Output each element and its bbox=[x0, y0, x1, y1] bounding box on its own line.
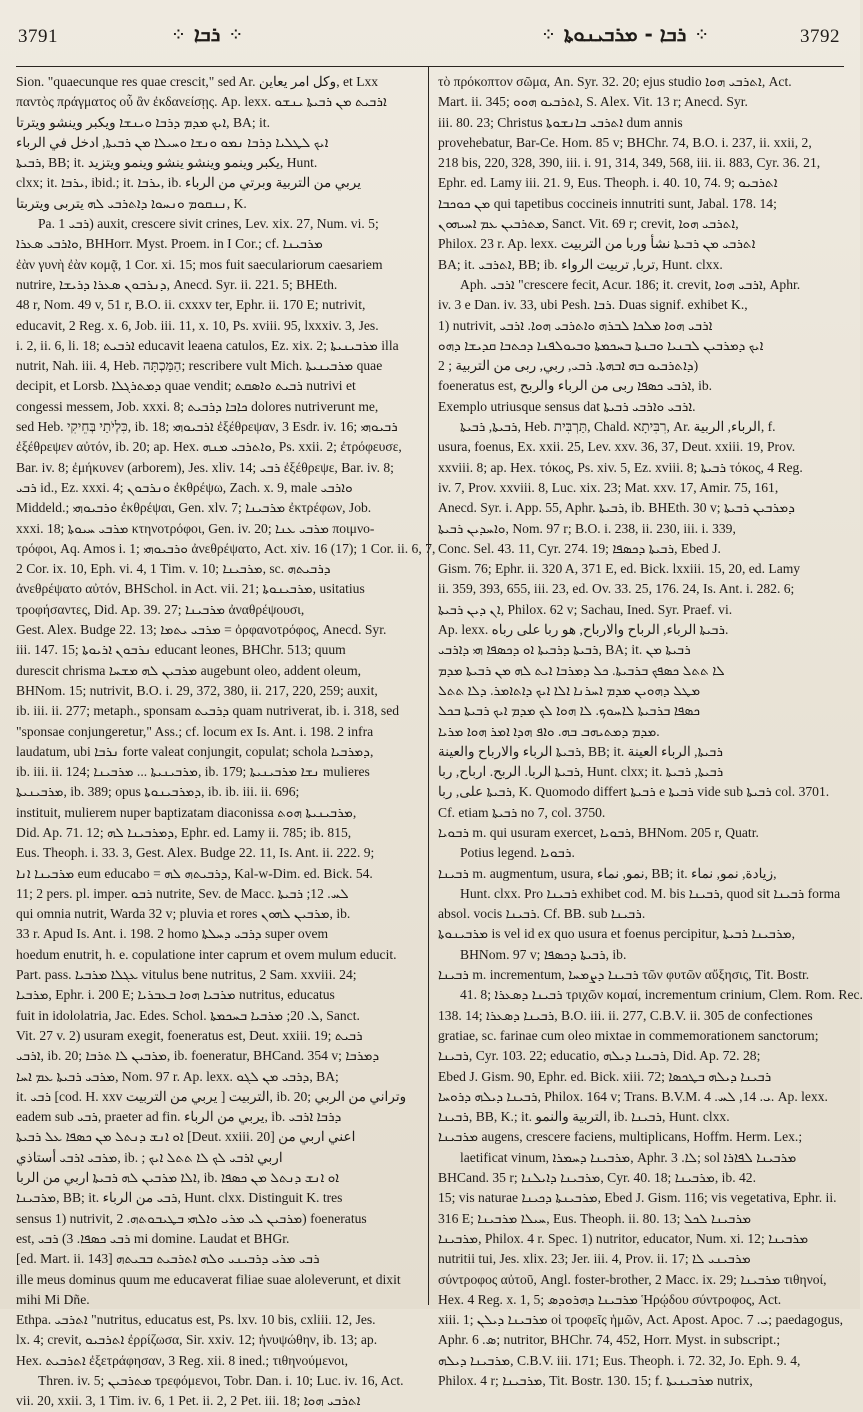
right-column-text-line: Aph. ܐܪܒܝ "crescere fecit, Acur. 186; it. crevit, ܐܪܒܝ ܗܘܐ, Aphr. bbox=[460, 276, 801, 292]
left-column-text-line: ܢܢܩܘܡ ܘܢܚܘܐ ܕܐܬܪܒܝ ܠܗ يتربى ويتربتا, K. bbox=[16, 195, 247, 211]
left-column-text-line: ܐܠܐ ܡܪܒܝܢ ܠܗ ܪܒܝܬܐ اربي من الربا, ib. ܐܘ ܐܢܫ ܕܢܬܠ ܡܢ ܟܣܦܐ bbox=[16, 1170, 340, 1186]
left-column-text-line: nutrit, Nah. iii. 4, Heb. הַמַּכְתָּה; rescribere vult Mich. ܡܪܒܝܢܝܬܐ quae bbox=[16, 358, 383, 374]
left-column-text-line: instituit, mulierem nuper baptizatam diaconissa ܡܪܒܝܢܝܬܐ ܗܘܬ, bbox=[16, 804, 357, 820]
right-column-text-line: 1) nutrivit, ܐܪܒܝ ܗܘܐ ܡܠܟܐ ܠܒܪܗ ܘܐܬܪܒܝ ܗܘܐ. ܐܪܒܝ bbox=[438, 317, 713, 333]
right-column-text-line: Ap. lexx. ܪܒܝܬܐ الرباء, الرباح والارباح, هو ربا على رباه. bbox=[438, 622, 729, 638]
left-running-headword bbox=[170, 22, 244, 46]
left-column-text-line: congessi messem, Job. xxxi. 8; ܟܐܒܐ ܕܪܒܝܬ dolores nutriverunt me, bbox=[16, 398, 379, 414]
left-column-text-line: "sponsae conjungeretur," Ass.; cf. locum ex Is. Ant. i. 198. 2 infra bbox=[16, 723, 374, 739]
left-column-text-line: Thren. iv. 5; ܡܬܪܒܝܢ τρεφόμενοι, Tobr. Dan. i. 10; Luc. iv. 16, Act. bbox=[38, 1373, 404, 1388]
left-column-text-line: BHNom. 15; nutrivit, B.O. i. 29, 372, 380, ii. 217, 220, 259; auxit, bbox=[16, 682, 378, 698]
left-column-text-line: παντὸς πράγματος οὗ ἂν ἐκδανείσῃς. Ap. lexx. ܐܪܒܝܬ ܡܢ ܪܒܝܬܐ ܝܢܫܘ bbox=[16, 94, 387, 110]
right-column bbox=[438, 72, 863, 1388]
right-column-text-line: 218 bis, 220, 328, 390, iii. i. 91, 314, 349, 568, iii. ii. 883, Cyr. 36. 21, bbox=[438, 155, 821, 171]
left-column-text-line: ille meus dominus quum me educaverat filiae suae aloleverunt, et dixit bbox=[16, 1271, 401, 1287]
left-column-text-line: educavit, 2 Reg. x. 6, Job. iii. 11, x. 10, Ps. xviii. 95, lxxxiv. 3, Jes. bbox=[16, 317, 379, 333]
right-column-text-line: ܡܪܒܝܢܐ augens, crescere faciens, multiplicans, Hoffm. Herm. Lex.; bbox=[438, 1129, 803, 1145]
ornament-left-b: ⁘ bbox=[230, 28, 242, 43]
left-column-text-line: τροφήσαντες, Did. Ap. 39. 27; ܡܪܒܝܢܐ ἀναθρέψουσι, bbox=[16, 601, 305, 617]
left-column-text-line: Part. pass. ܥܓܠܐ ܡܪܒܝܐ vitulus bene nutritus, 2 Sam. xxviii. 24; bbox=[16, 967, 357, 983]
right-column-text-line: ܪܒܝܢܐ m. incrementum, ܪܒܝܢܐ ܕܨܡܚܐ τῶν φυτῶν αὔξησις, Tit. Bostr. bbox=[438, 967, 810, 983]
left-column-text-line: ܐܝܟ ܡܕܡ ܕܪܒܐ ܘܝܢܫܐ ويكبر وينشو ويترتا, BA; it. bbox=[16, 114, 270, 130]
left-column-text-line: Middeld.; ܘܪܒܝܘܗܝ ἐκθρέψαι, Gen. xlv. 7; ܡܪܒܝܢܐ ἐκτρέφων, Job. bbox=[16, 500, 372, 516]
right-column-text-line: ܡܕܡ ܕܡܬܝܗܒ ܒܗ. ܘܐܦ ܗܕܐ ܐܡܪ ܗܘܐ ܡܪܝܐ. bbox=[438, 723, 660, 739]
left-column-text-line: iii. 147. 15; ܢܪܒܘܢ ܐܪܝܘܬܐ educant leones, BHChr. 513; quum bbox=[16, 642, 346, 658]
right-column-text-line: Exemplo utriusque sensus dat ܐܪܒܝ ܘܐܪܒܝ ܪܒܝܬܐ. bbox=[438, 398, 696, 414]
ornament-right-b: ⁘ bbox=[696, 28, 708, 43]
right-column-text-line: ܐܝܟ ܕܡܪܒܝܢ ܠܒܢܝܐ ܘܒܢܬܐ ܒܚܟܡܬܐ ܘܒܝܘܠܦܢܐ ܕܟܬܒܐ ܩܕܝܫܐ ܕܗܘ bbox=[438, 337, 764, 353]
left-column bbox=[16, 72, 436, 1409]
right-column-text-line: Gism. 76; Ephr. ii. 320 A, 371 E, ed. Bick. lxxiii. 15, 20, ed. Lamy bbox=[438, 561, 801, 577]
left-column-text-line: ܐܘ ܐܢܫ ܕܢܬܠ ܡܢ ܟܣܦܐ ܥܠ ܪܒܝܬܐ [Deut. xxiii. 20] اعني اربي من bbox=[16, 1129, 356, 1145]
right-column-text-line: ܪܒܝܬܐ ܕܪܒܝܬܐ ܐܘ ܕܟܣܦܐ ܗܝ ܕܐܪܒܝ, BA; it. ܪܒܝܬܐ ܡܢ bbox=[438, 642, 691, 658]
right-column-text-line: τὸ πρόκοπτον σῶμα, An. Syr. 32. 20; ejus studio ܐܬܪܒܝ ܗܘܐ, Act. bbox=[438, 74, 792, 89]
left-column-text-line: Ethpa. ܐܬܪܒܝ "nutritus, educatus est, Ps. lxv. 10 bis, cxliii. 12, Jes. bbox=[16, 1312, 376, 1328]
right-column-text-line: iv. 3 e Dan. iv. 33, ubi Pesh. ܪܒܐ. Duas signif. exhibet K., bbox=[438, 297, 748, 313]
header-rule bbox=[16, 66, 844, 67]
right-column-text-line: Hex. 4 Reg. x. 1, 5; ܡܪܒܝܢܐ ܕܗܪܘܕܣ Ἡρῴδου σύντροφος, Act. bbox=[438, 1291, 782, 1307]
left-column-text-line: hoedum enutrit, h. e. copulatione inter caprum et ovem mulum educit. bbox=[16, 946, 397, 962]
left-page-number: 3791 bbox=[18, 26, 58, 47]
right-column-text-line: ܪܒܝܢܐ ܕܝܠܗ ܕܪܘܚܐ, Philox. 164 v; Trans. B.V.M. ܝ. 14, ܠܚ. 4. Ap. lexx. bbox=[438, 1088, 828, 1104]
right-column-text-line: BHCand. 35 r; ܡܪܒܝܢܐ ܕܐܝܠܢܐ, Cyr. 40. 18; ܡܪܒܝܢܐ, ib. 42. bbox=[438, 1170, 757, 1186]
page-header bbox=[0, 18, 860, 58]
right-column-text-line: iv. 7, Prov. xxviii. 8, Luc. xix. 23; Mat. xxv. 17, Amir. 75, 161, bbox=[438, 479, 779, 495]
right-column-text-line: σύντροφος αὐτοῦ, Angl. foster-brother, 2 Macc. ix. 29; ܡܪܒܝܢܐ τιθηνοί, bbox=[438, 1271, 827, 1287]
right-column-text-line: laetificat vinum, ܡܪܒܝܢܐ ܕܚܡܪܐ, Aphr. ܠܐ. 3; sol ܡܪܒܝܢܐ ܠܦܐܪܐ bbox=[460, 1149, 797, 1165]
left-column-text-line: ܡܪܒܝܐ, Ephr. i. 200 E; ܡܪܒܝܐ ܗܘܐ ܒܥܒܪܝܐ nutritus, educatus bbox=[16, 987, 335, 1003]
right-column-text-line: ܡܪܒܝܢܐ, Philox. 4 r. Spec. 1) nutritor, educator, Num. xi. 12; ܡܪܒܝܢܐ bbox=[438, 1230, 809, 1246]
right-column-text-line: ܪܒܝܬܐ, ܪܒܝܬܐ, Heb. תַּרְבִּית, Chald. רִבִּיתָא, Ar. الرباء, الربية, f. bbox=[460, 419, 776, 435]
right-page-number: 3792 bbox=[800, 26, 840, 47]
left-column-text-line: nutrire, ܕܢܪܒܘܢ ܣܥܪܐ ܕܪܝܫܐ, Anecd. Syr. ii. 221. 5; BHEth. bbox=[16, 276, 338, 292]
left-column-text-line: sed Heb. כִּלְיֹתַי בְּחֵיקִי, ib. 18; ܐܪܒܝܘܗܝ ἐξέθρεψαν, 3 Esdr. iv. 16; ܪܒܝܘܗܝ bbox=[16, 419, 398, 435]
left-column-text-line: ܡܪܒܝܢܐ, BB; it. ܪܒܝ من الرباء, Hunt. clxx. Distinguit K. tres bbox=[16, 1190, 343, 1206]
right-column-text-line: 41. 8; ܪܒܝܢܐ ܕܣܥܪܐ τριχῶν κομαί, incrementum crinium, Clem. Rom. Rec. bbox=[460, 987, 863, 1003]
left-column-text-line: it. ܪܒܝ [cod. H. xxv يربي من التربيت ] التربيت, ib. 20; وتراني من الربي bbox=[16, 1088, 407, 1104]
right-column-text-line: iii. 80. 23; Christus ܐܬܪܒܝ ܒܐܢܫܘܬܐ dum annis bbox=[438, 114, 683, 130]
right-column-text-line: provehebatur, Bar-Ce. Hom. 85 v; BHChr. 74, B.O. i. 237, ii. xxii, 2, bbox=[438, 134, 812, 150]
right-column-text-line: nutritii tui, Jes. xlix. 23; Jer. iii. 4, Prov. ii. 17; ܡܪܒܝܢܝ ܠܐ bbox=[438, 1251, 751, 1267]
left-column-text-line: ܡܪܒܝܢܐ ܐܢܐ eum educabo = ܕܪܒܝܬܗ ܠܗ, Kal-w-Dim. ed. Bick. 54. bbox=[16, 865, 373, 881]
right-column-text-line: ܡܛܠ ܕܗܘܝܢ ܡܕܡ ܐܚܪܢܐ ܐܠܐ ܐܝܟ ܕܐܬܐܡܪ. ܕܠܐ ܬܬܠ bbox=[438, 682, 701, 698]
left-column-text-line: Gest. Alex. Budge 22. 13; ܡܪܒܝ ܝܬܡܐ = ὀρφανοτρόφος, Anecd. Syr. bbox=[16, 622, 387, 638]
left-column-text-line: 48 r, Nom. 49 v, 51 r, B.O. ii. cxxxv ter, Ephr. ii. 170 E; nutrivit, bbox=[16, 297, 366, 313]
ornament-right-a: ⁘ bbox=[543, 28, 554, 43]
left-column-text-line: est, ܪܒܝ ܟܣܦܐ. 3) ܪܒܝ mi domine. Laudat et BHGr. bbox=[16, 1230, 290, 1246]
right-column-text-line: Ebed J. Gism. 90, Ephr. ed. Bick. xiii. 72; ܪܒܝܢܐ ܕܝܠܗ ܒܛܟܣܐ bbox=[438, 1068, 772, 1084]
left-column-text-line: ib. iii. ii. 277; metaph., sponsam ܕܪܒܝܬ quam nutriverat, ib. i. 318, sed bbox=[16, 703, 400, 719]
right-column-text-line: Conc. Sel. 43. 11, Cyr. 274. 19; ܪܒܝܬܐ ܕܟܣܦܐ, Ebed J. bbox=[438, 540, 721, 556]
right-column-text-line: ܡܢ ܟܘܟܒܐ qui tapetibus coccineis innutriti sunt, Jabal. 178. 14; bbox=[438, 195, 777, 211]
right-column-text-line: ܪܒܝܬܐ الرباء والارباح والعينة, BB; it. ܪܒܝܬܐ, الرباء العينة bbox=[438, 743, 723, 759]
left-column-text-line: Vit. 27 v. 2) usuram exegit, foeneratus est, Deut. xxiii. 19; ܪܒܝܬ bbox=[16, 1027, 363, 1043]
left-column-text-line: ܐܝܟ ܠܛܠܝܐ ܕܪܒܐ ܢܡܘ ܘܢܫܐ ܘܚܝܠܐ ܡܢ ܪܒܝܬܐ, ادخل في الرباء bbox=[16, 134, 329, 150]
left-column-text-line: eadem sub ܪܒܝ, praeter ad fin. يربي من الرباء, ib. ܕܪܒܐ ܐܪܒܝ bbox=[16, 1109, 342, 1125]
left-column-text-line: Hex. ܐܬܪܒܝܬ ἐξετράφησαν, 3 Reg. xii. 8 ined.; τιθηνούμενοι, bbox=[16, 1352, 348, 1368]
left-column-text-line: [ed. Mart. ii. 143] ܪܒܝ ܡܪܝ ܕܪܒܝܢܝ ܘܠܗ ܐܬܪܒܝܬ ܒܒܝܬܗ bbox=[16, 1251, 320, 1267]
right-column-text-line: Aphr. ܣ. 6; nutritor, BHChr. 74, 452, Horr. Myst. in subscript.; bbox=[438, 1332, 781, 1348]
left-column-text-line: ܡܪܒܝ ܪܒܝܬܐ ܥܡ ܐܚܐ, Nom. 97 r. Ap. lexx. ܕܪܒܝ ܡܢ ܠܓܘ, BA; bbox=[16, 1068, 339, 1084]
right-column-text-line: BA; it. ܐܬܪܒܝ, BB; ib. تربا, تربيت الرواء, Hunt. clxx. bbox=[438, 256, 723, 272]
left-column-text-line: mihi Mi Dñe. bbox=[16, 1291, 90, 1307]
right-column-text-line: ܘܐܚܕܝܢ ܪܒܝܬܐ, Nom. 97 r; B.O. i. 238, ii. 230, iii. i. 339, bbox=[438, 520, 736, 536]
right-column-text-line: Anecd. Syr. i. App. 55, Aphr. ܪܒܝܬܐ, ib. BHEth. 30 v; ܕܡܪܒܝܢ ܪܒܝܬܐ bbox=[438, 500, 795, 516]
left-column-text-line: qui omnia nutrit, Warda 32 v; pluvia et rores ܡܪܒܝܢ ܠܗܘܢ, ib. bbox=[16, 906, 351, 922]
left-column-text-line: fuit in idololatria, Jac. Edes. Schol. ܠ. 20; ܡܪܒܝܐ ܒܚܟܡܬܐ, Sanct. bbox=[16, 1007, 360, 1023]
right-column-text-line: ܡܪܒܝܢܐ ܕܝܠܗ, C.B.V. iii. 171; Eus. Theoph. i. 72. 32, Jo. Eph. 9. 4, bbox=[438, 1352, 801, 1368]
left-column-text-line: decipit, et Lorsb. ܕܡܬܪܓܠܐ quae vendit; ܪܒܝܬ ܘܐܣܩܬ nutrivi et bbox=[16, 378, 356, 394]
left-column-text-line: ܐܪܒܝ, ib. 20; ܡܪܒܝܢ ܠܐ ܬܪܒܐ, ib. foeneratur, BHCand. 354 v; ܕܡܪܒܐ bbox=[16, 1048, 380, 1064]
right-column-text-line: xxviii. 8; ap. Hex. τόκος, Ps. xiv. 5, Ez. xviii. 8; ܪܒܝܬܐ τόκος, 4 Reg. bbox=[438, 459, 803, 475]
right-column-text-line: ܪܒܘܝܐ m. qui usuram exercet, ܪܒܘܝܐ, BHNom. 205 r, Quatr. bbox=[438, 824, 759, 840]
right-column-text-line: Philox. 23 r. Ap. lexx. ܐܬܪܒܝ ܡܢ ܪܒܝܬܐ نشأ وربا من التربيت bbox=[438, 236, 756, 252]
right-column-text-line: Mart. ii. 345; ܐܬܪܒܝܘ ܗܘܘ, S. Alex. Vit. 13 r; Anecd. Syr. bbox=[438, 94, 748, 110]
left-column-text-line: ib. iii. ii. 124; ܡܪܒܝܢܝܬܐ ... ܡܪܒܝܢܐ, ib. 179; ܢܫܐ ܡܪܒܝܢܝܬܐ mulieres bbox=[16, 764, 370, 780]
right-column-text-line: 138. 14; ܪܒܝܢܐ ܕܣܥܪܐ, B.O. iii. ii. 277, C.B.V. ii. 305 de confectiones bbox=[438, 1007, 813, 1023]
right-column-text-line: Potius legend. ܪܒܘܝܐ. bbox=[460, 845, 575, 861]
right-column-text-line: usura, foenus, Ex. xxii. 25, Lev. xxv. 36, 37, Deut. xxiii. 19, Prov. bbox=[438, 439, 796, 455]
right-column-text-line: 15; vis naturae ܡܪܒܝܢܬܐ ܕܟܝܢܐ, Ebed J. Gism. 116; vis vegetativa, Ephr. ii. bbox=[438, 1190, 837, 1206]
right-column-text-line: Cf. etiam ܪܒܝܬܐ no 7, col. 3750. bbox=[438, 804, 606, 820]
right-column-text-line: BHNom. 97 v; ܪܒܝܬܐ ܕܟܣܦܐ, ib. bbox=[460, 946, 627, 962]
right-column-text-line: ܡܬܪܒܝܢ ܥܡ ܐܚܝܗܘܢ, Sanct. Vit. 69 r; crevit, ܐܬܪܒܝ ܗܘܐ, bbox=[438, 216, 739, 232]
right-column-text-line: ܕܐܬܪܒܝܘ ܒܗ ܐܒܗܬܐ. ܪܒܝ, ربي, ربى من التربية ; 2) bbox=[438, 358, 699, 374]
left-column-text-line: ܡܪܒܝܢܝܬܐ, ib. 389; opus ܕܡܪܒܝܢܘܬܐ, ib. ib. iii. ii. 696; bbox=[16, 784, 300, 800]
left-column-text-line: τρόφοι, Aq. Amos i. 1; ܘܪܒܝܘܗܝ ἀνεθρέψατο, Act. xiv. 16 (17); 1 Cor. ii. 6, 7, bbox=[16, 540, 436, 556]
right-column-text-line: ܟܣܦܐ ܒܪܒܝܬܐ ܠܐܚܘܟ. ܠܐ ܗܘܐ ܠܟ ܡܕܡ ܐܝܟ ܪܒܝܬܐ ܒܟܠ bbox=[438, 703, 701, 719]
right-column-text-line: gratiae, sc. farinae cum oleo mixtae in commemorationem sanctorum; bbox=[438, 1027, 819, 1043]
left-column-text-line: lx. 4; crevit, ܐܬܪܒܝܘ ἐρρίζωσα, Sir. xxiv. 12; ἠνυψώθην, ib. 13; ap. bbox=[16, 1332, 378, 1348]
left-column-text-line: vii. 20, xxii. 3, 1 Tim. iv. 6, 1 Pet. ii. 2, 2 Pet. iii. 18; ܐܬܪܒܝ ܗܘܐ bbox=[16, 1393, 361, 1409]
left-column-text-line: xxxi. 18; ܡܪܒܝ ܚܝܘܬܐ κτηνοτρόφοι, Gen. iv. 20; ܡܪܒܝ ܥܢܐ ποιμνο- bbox=[16, 520, 375, 536]
left-column-text-line: sensus 1) nutrivit, ܡܪܒܝܢ ܠܝ ܡܪܝ ܘܐܠܗܝ ܒܛܝܒܘܬܗ. 2) foeneratus bbox=[16, 1210, 367, 1226]
left-column-text-line: Sion. "quaecunque res quae crescit," sed Ar. وكل امر يعاين, et Lxx bbox=[16, 74, 379, 89]
right-column-text-line: Hunt. clxx. Pro ܪܒܝܢܐ exhibet cod. M. bis ܪܒܝܢܐ, quod sit ܪܒܝܢܐ forma bbox=[460, 885, 841, 901]
left-column-text-line: i. 2, ii. 6, li. 18; ܐܪܒܝܬ educavit leaena catulos, Ez. xix. 2; ܡܪܒܝܢܝܬܐ illa bbox=[16, 337, 399, 353]
right-column-text-line: absol. vocis ܪܒܝܢܐ. Cf. BB. sub ܪܒܝܢܐ. bbox=[438, 906, 646, 922]
left-column-text-line: Pa. ܪܒܝ 1) auxit, crescere sivit crines, Lev. xix. 27, Num. vi. 5; bbox=[38, 216, 379, 232]
left-column-text-line: 11; 2 pers. pl. imper. ܪܒܘ nutrite, Sev. de Macc. ܠܚ. 12; ܪܒܝܬܐ bbox=[16, 885, 349, 901]
left-column-text-line: Eus. Theoph. i. 33. 3, Gest. Alex. Budge 22. 11, Is. Ant. ii. 222. 9; bbox=[16, 845, 375, 861]
right-column-text-line: ܡܪܒܝܢܘܬܐ is vel id ex quo usura et foenus percipitur, ܡܪܒܝܢܐ ܪܒܝܬܐ, bbox=[438, 926, 796, 942]
right-column-text-line: 316 E; ܚܝܠܐ ܡܪܒܝܢܐ, Eus. Theoph. ii. 80. 13; ܡܪܒܝܢܐ ܠܟܠ bbox=[438, 1210, 752, 1226]
right-running-headword bbox=[540, 22, 710, 46]
left-column-text-line: 2 Cor. ix. 10, Eph. vi. 4, 1 Tim. v. 10; ܡܪܒܝܢܐ, sc. ܕܪܒܝܬܗ bbox=[16, 561, 331, 577]
column-divider bbox=[428, 67, 429, 1305]
left-headword-text: ܪܒܐ bbox=[193, 22, 221, 46]
right-column-text-line: ܪܒܝܢܐ, Cyr. 103. 22; educatio, ܪܒܝܢܐ ܕܝܠܗ, Did. Ap. 72. 28; bbox=[438, 1048, 761, 1064]
left-column-text-line: 33 r. Apud Is. Ant. i. 198. 2 homo ܕܪܒܝ ܕܚܠܬܐ super ovem bbox=[16, 926, 329, 942]
ornament-left-a: ⁘ bbox=[173, 28, 184, 43]
right-column-text-line: ii. 359, 393, 655, iii. 23, ed. Ov. 33. 25, 176. 24, Is. Ant. i. 282. 6; bbox=[438, 581, 795, 597]
left-column-text-line: Did. Ap. 71. 12; ܕܡܪܒܝܢܐ ܠܗ, Ephr. ed. Lamy ii. 785; ib. 815, bbox=[16, 824, 352, 840]
left-column-text-line: ἐὰν γυνὴ ἐὰν κομᾷ, 1 Cor. xi. 15; mos fuit saeculariorum caesariem bbox=[16, 256, 383, 272]
left-column-text-line: Bar. iv. 8; ἐμήκυνεν (arborem), Jes. xliv. 14; ܪܒܝ ἐξέθρεψε, Bar. iv. 8; bbox=[16, 459, 394, 475]
right-column-text-line: foeneratus est, ܐܪܒܝ ܟܣܦܐ ربى من الرباء والربح, ib. bbox=[438, 378, 713, 394]
left-column-text-line: ἀνεθρέψατο αὐτόν, BHSchol. in Act. vii. 21; ܡܪܒܝܢܘܬܐ, usitatius bbox=[16, 581, 365, 597]
right-column-text-line: ܪܒܝܢܐ m. augmentum, usura, نمو, نماء, BB; it. زيادة, نمو, نماء, bbox=[438, 865, 777, 881]
left-column-text-line: ܡܪܒܝ ܐܪܒܝ أستاذي, ib. ; اربي ܐܪܒܝ ܠܟ ܠܐ ܬܬܠ ܐܝܟ bbox=[16, 1149, 283, 1165]
left-column-text-line: laudatum, ubi ܢܪܒܐ forte valeat conjungit, copulat; schola ܕܡܪܒܝܐ, bbox=[16, 743, 374, 759]
right-column-text-line: Ephr. ed. Lamy iii. 21. 9, Eus. Theoph. i. 40. 10, 74. 9; ܐܬܪܒܝܘ bbox=[438, 175, 778, 191]
right-column-text-line: ܪܒܝܬܐ الربا. الربح. ارباح, ربا, Hunt. clxx; it. ܪܒܝܬܐ, ܪܒܝܬܐ bbox=[438, 764, 724, 780]
right-column-text-line: Philox. 4 r; ܡܪܒܝܢܐ, Tit. Bostr. 130. 15; f. ܡܪܒܝܢܝܬܐ nutrix, bbox=[438, 1373, 753, 1388]
left-column-text-line: ܪܒܝܬܐ, BB; it. يكبر وينمو وينشو ينشو وينمو ويتزيد, Hunt. bbox=[16, 155, 318, 171]
left-column-text-line: ܘܐܪܒܝ ܣܥܪܐ, BHHorr. Myst. Proem. in I Cor.; cf. ܡܪܒܝܢܐ bbox=[16, 236, 323, 252]
right-column-text-line: ܐܢ ܕܝܢ ܪܒܝܬܐ, Philox. 62 v; Sachau, Ined. Syr. Praef. vi. bbox=[438, 601, 733, 617]
left-column-text-line: durescit chrisma ܡܪܒܝܢ ܠܗ ܡܫܚܐ augebunt oleo, addent oleum, bbox=[16, 662, 362, 678]
right-column-text-line: ܠܐ ܬܬܠ ܟܣܦܟ ܒܪܒܝܬܐ. ܟܠ ܕܡܪܒܐ ܐܝܬ ܠܗ ܡܢ ܪܒܝܬܐ ܡܕܡ bbox=[438, 662, 725, 678]
right-column-text-line: ܪܒܝܬܐ على, ربا, K. Quomodo differt ܪܒܝܬܐ e ܪܒܝܬܐ vide sub ܪܒܝܬܐ col. 3701. bbox=[438, 784, 830, 800]
left-column-text-line: ܪܒܝ id., Ez. xxxi. 4; ܘܢܪܒܘܢ ἐκθρέψω, Zach. x. 9, male ܘܐܪܒܝ bbox=[16, 479, 353, 495]
left-column-text-line: clxx; it. ܝܪܒܐ, ibid.; it. ܝܪܒܐ, ib. يربي من التربية وبرتي من الرباء bbox=[16, 175, 362, 191]
right-headword-text: ܪܒܐ - ܡܪܒܝܢܘܬܐ bbox=[563, 22, 687, 46]
right-column-text-line: xiii. 1; ܡܪܒܝܢܐ ܕܝܠܢ οἱ τροφεῖς ἡμῶν, Act. Apost. Apoc. ܝ. 7; paedagogus, bbox=[438, 1312, 844, 1328]
left-column-text-line: ἐξέθρεψεν αὐτόν, ib. 20; ap. Hex. ܘܐܬܪܒܝ ܡܢܗ, Ps. xxii. 2; ἐτρόφευσε, bbox=[16, 439, 402, 455]
right-column-text-line: ܪܒܝܢܐ, BB, K.; it. التربية والنمو, ib. ܪܒܝܢܐ, Hunt. clxx. bbox=[438, 1109, 730, 1125]
